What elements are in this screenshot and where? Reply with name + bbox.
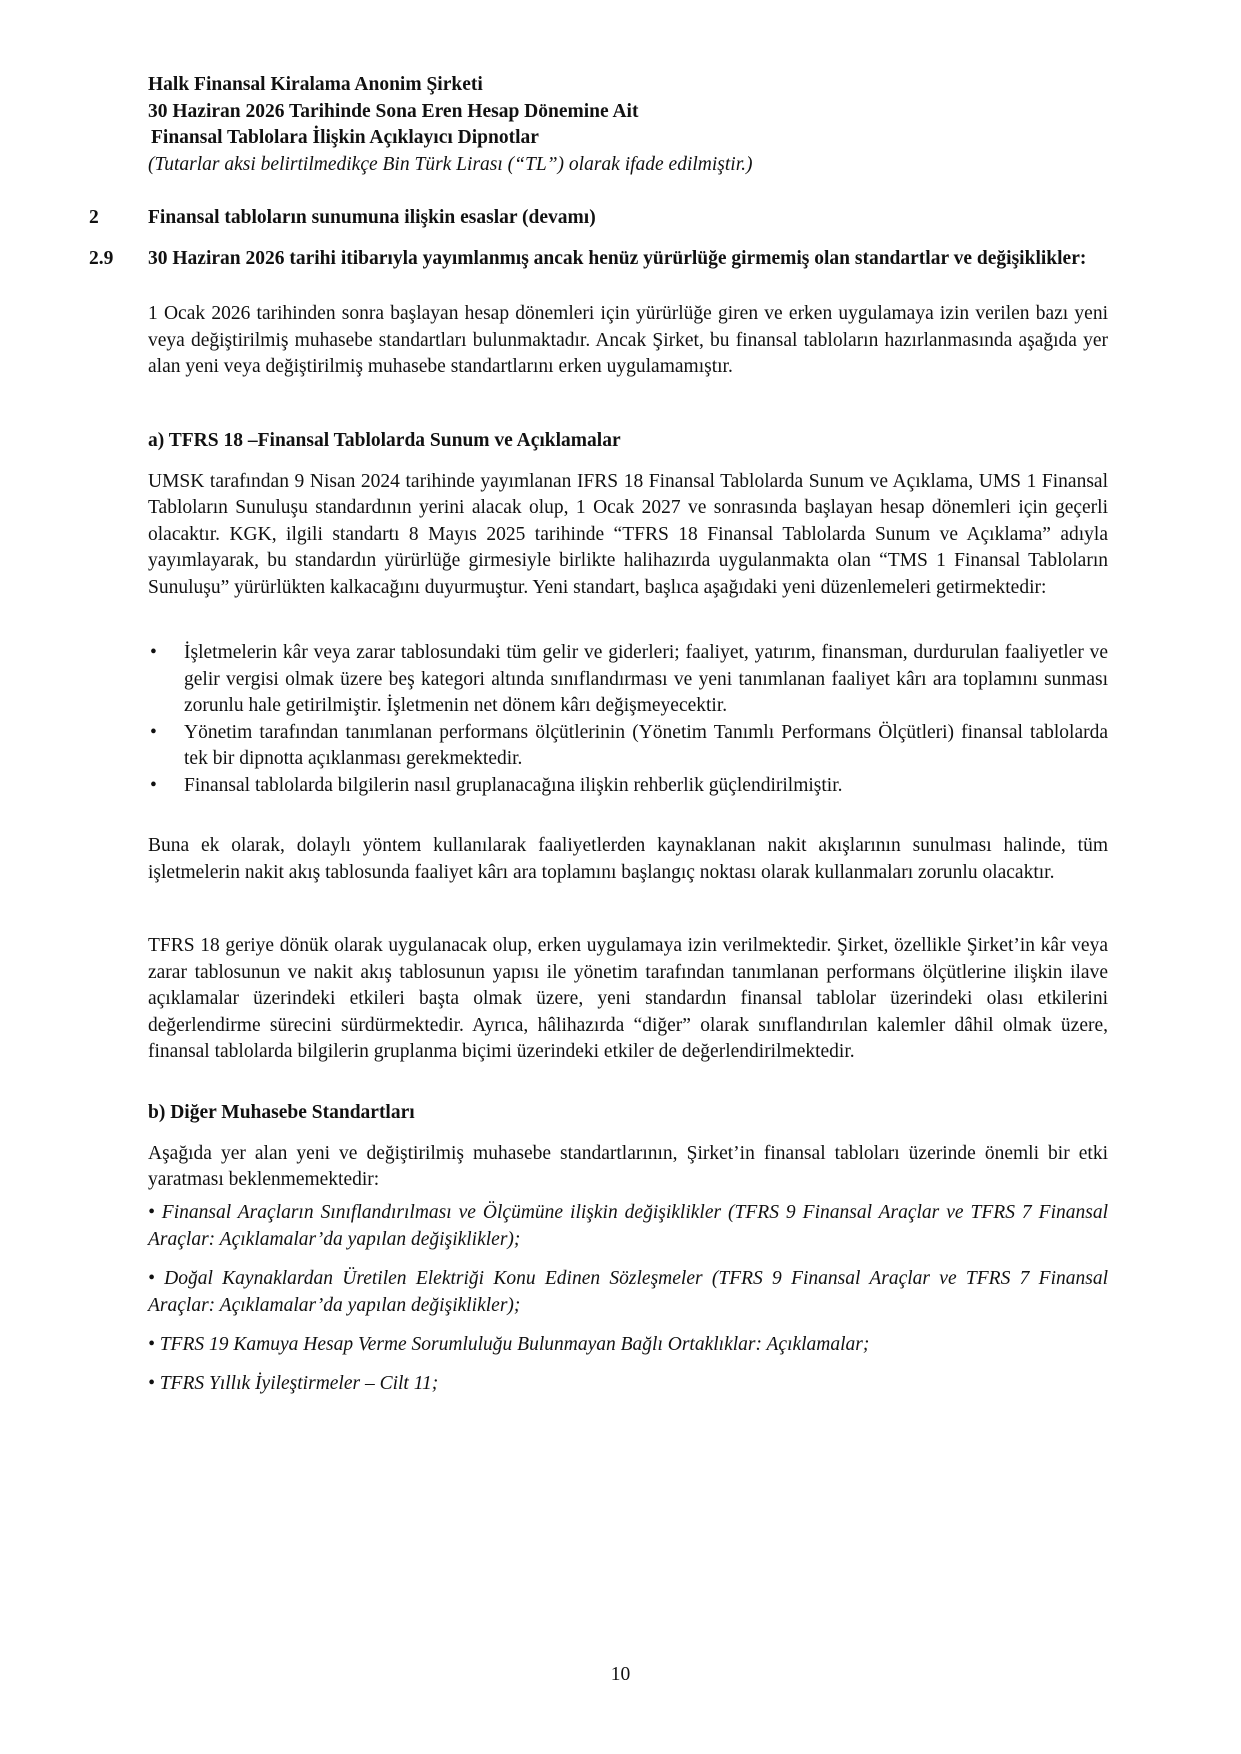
part-b-item-2-block — [148, 1266, 1108, 1319]
bullet-icon: • — [150, 774, 157, 796]
company-name: Halk Finansal Kiralama Anonim Şirketi — [148, 74, 483, 95]
part-a-paragraph-2-block — [148, 833, 1108, 886]
part-a-block — [148, 428, 1108, 602]
part-b-item-4-block — [148, 1371, 1108, 1398]
part-a-heading: a) TFRS 18 –Finansal Tablolarda Sunum ve Açıklamalar — [148, 430, 621, 451]
part-a-paragraph-3: TFRS 18 geriye dönük olarak uygulanacak olup, erken uygulamaya izin verilmektedir. Şirket, özellikle Şirket’in kâr veya zarar tablosunun ve nakit akış tablosunun yapısı ile yönetim tarafından tanımlanan performans ölçütlerine ilişkin ilave açıklamalar üzerindeki etkileri başta olmak üzere, yeni standardın finansal tablolar üzerindeki olası etkilerini değerlendirme sürecini sürdürmektedir. Ayrıca, hâlihazırda “diğer” olarak sınıflandırılan kalemler dâhil olmak üzere, finansal tablolarda bilgilerin gruplanma biçimi üzerindeki etkiler de değerlendirilmektedir. — [148, 935, 1108, 1063]
bullet-text: Yönetim tarafından tanımlanan performans ölçütlerinin (Yönetim Tanımlı Performans Ölçütleri) finansal tablolarda tek bir dipnotta açıklanması gerekmektedir. — [184, 721, 1108, 770]
intro-paragraph: 1 Ocak 2026 tarihinden sonra başlayan hesap dönemleri için yürürlüğe giren ve erken uygulamaya izin verilen bazı yeni veya değiştirilmiş muhasebe standartları bulunmaktadır. Ancak Şirket, bu finansal tabloların hazırlanmasında aşağıda yer alan yeni veya değiştirilmiş muhasebe standartlarını erken uygulamamıştır. — [148, 303, 1108, 378]
bullet-text: İşletmelerin kâr veya zarar tablosundaki tüm gelir ve giderleri; faaliyet, yatırım, finansman, durdurulan faaliyetler ve gelir vergisi olmak üzere beş kategori altında sınıflandırması ve yeni tanımlanan faaliyet kârı ara toplamını sunması zorunlu hale getirilmiştir. İşletmenin net dönem kârı değişmeyecektir. — [184, 642, 1108, 717]
intro-block — [148, 301, 1108, 381]
part-b-item: • TFRS Yıllık İyileştirmeler – Cilt 11; — [148, 1373, 439, 1394]
list-item — [148, 640, 1108, 720]
list-item — [148, 773, 1108, 800]
bullet-icon: • — [150, 642, 157, 663]
part-b-heading: b) Diğer Muhasebe Standartları — [148, 1102, 415, 1123]
part-b-item-3-block — [148, 1332, 1108, 1359]
section-title: Finansal tabloların sunumuna ilişkin esaslar (devamı) — [148, 207, 596, 228]
list-item — [148, 720, 1108, 773]
section-number: 2 — [89, 207, 99, 228]
subsection-heading — [89, 246, 1109, 273]
reporting-period: 30 Haziran 2026 Tarihinde Sona Eren Hesap Dönemine Ait — [148, 100, 639, 122]
part-b-paragraph: Aşağıda yer alan yeni ve değiştirilmiş muhasebe standartlarının, Şirket’in finansal tabloları üzerinde önemli bir etki yaratması beklenmemektedir: — [148, 1142, 1108, 1191]
part-a-bullet-list — [148, 640, 1108, 800]
part-a-bullets-block — [148, 640, 1108, 800]
currency-note: (Tutarlar aksi belirtilmedikçe Bin Türk Lirası (“TL”) olarak ifade edilmiştir.) — [148, 153, 753, 175]
document-title: Finansal Tablolara İlişkin Açıklayıcı Dipnotlar — [151, 127, 539, 149]
part-a-paragraph-2: Buna ek olarak, dolaylı yöntem kullanılarak faaliyetlerden kaynaklanan nakit akışlarının sunulması halinde, tüm işletmelerin nakit akış tablosunda faaliyet kârı ara toplamını başlangıç noktası olarak kullanmaları zorunlu olacaktır. — [148, 835, 1108, 883]
bullet-icon: • — [150, 721, 157, 743]
subsection-number: 2.9 — [89, 248, 114, 269]
page-number: 10 — [610, 1664, 631, 1685]
part-a-paragraph-1: UMSK tarafından 9 Nisan 2024 tarihinde yayımlanan IFRS 18 Finansal Tablolarda Sunum ve Açıklama, UMS 1 Finansal Tabloların Sunuluşu standardının yerini alacak olup, 1 Ocak 2027 ve sonrasında başlayan hesap dönemleri için geçerli olacaktır. KGK, ilgili standartı 8 Mayıs 2025 tarihinde “TFRS 18 Finansal Tablolarda Sunum ve Açıklama” adıyla yayımlayarak, bu standardın yürürlüğe girmesiyle birlikte halihazırda uygulanmakta olan “TMS 1 Finansal Tabloların Sunuluşu” yürürlükten kalkacağını duyurmuştur. Yeni standart, başlıca aşağıdaki yeni düzenlemeleri getirmektedir: — [148, 470, 1108, 598]
page-header — [148, 72, 1108, 178]
part-b-item: • TFRS 19 Kamuya Hesap Verme Sorumluluğu Bulunmayan Bağlı Ortaklıklar: Açıklamalar; — [148, 1334, 870, 1355]
part-b-item: • Finansal Araçların Sınıflandırılması ve Ölçümüne ilişkin değişiklikler (TFRS 9 Finansal Araçlar ve TFRS 7 Finansal Araçlar: Açıklamalar’da yapılan değişiklikler); — [148, 1202, 1108, 1250]
part-b-item: • Doğal Kaynaklardan Üretilen Elektriği Konu Edinen Sözleşmeler (TFRS 9 Finansal Araçlar ve TFRS 7 Finansal Araçlar: Açıklamalar’da yapılan değişiklikler); — [148, 1268, 1108, 1316]
subsection-title: 30 Haziran 2026 tarihi itibarıyla yayımlanmış ancak henüz yürürlüğe girmemiş olan standartlar ve değişiklikler: — [148, 248, 1087, 269]
section-heading — [89, 205, 1109, 232]
bullet-text: Finansal tablolarda bilgilerin nasıl gruplanacağına ilişkin rehberlik güçlendirilmiştir. — [184, 774, 843, 796]
part-b-item-1-block — [148, 1200, 1108, 1253]
part-a-paragraph-3-block — [148, 933, 1108, 1066]
part-b-block — [148, 1100, 1108, 1194]
